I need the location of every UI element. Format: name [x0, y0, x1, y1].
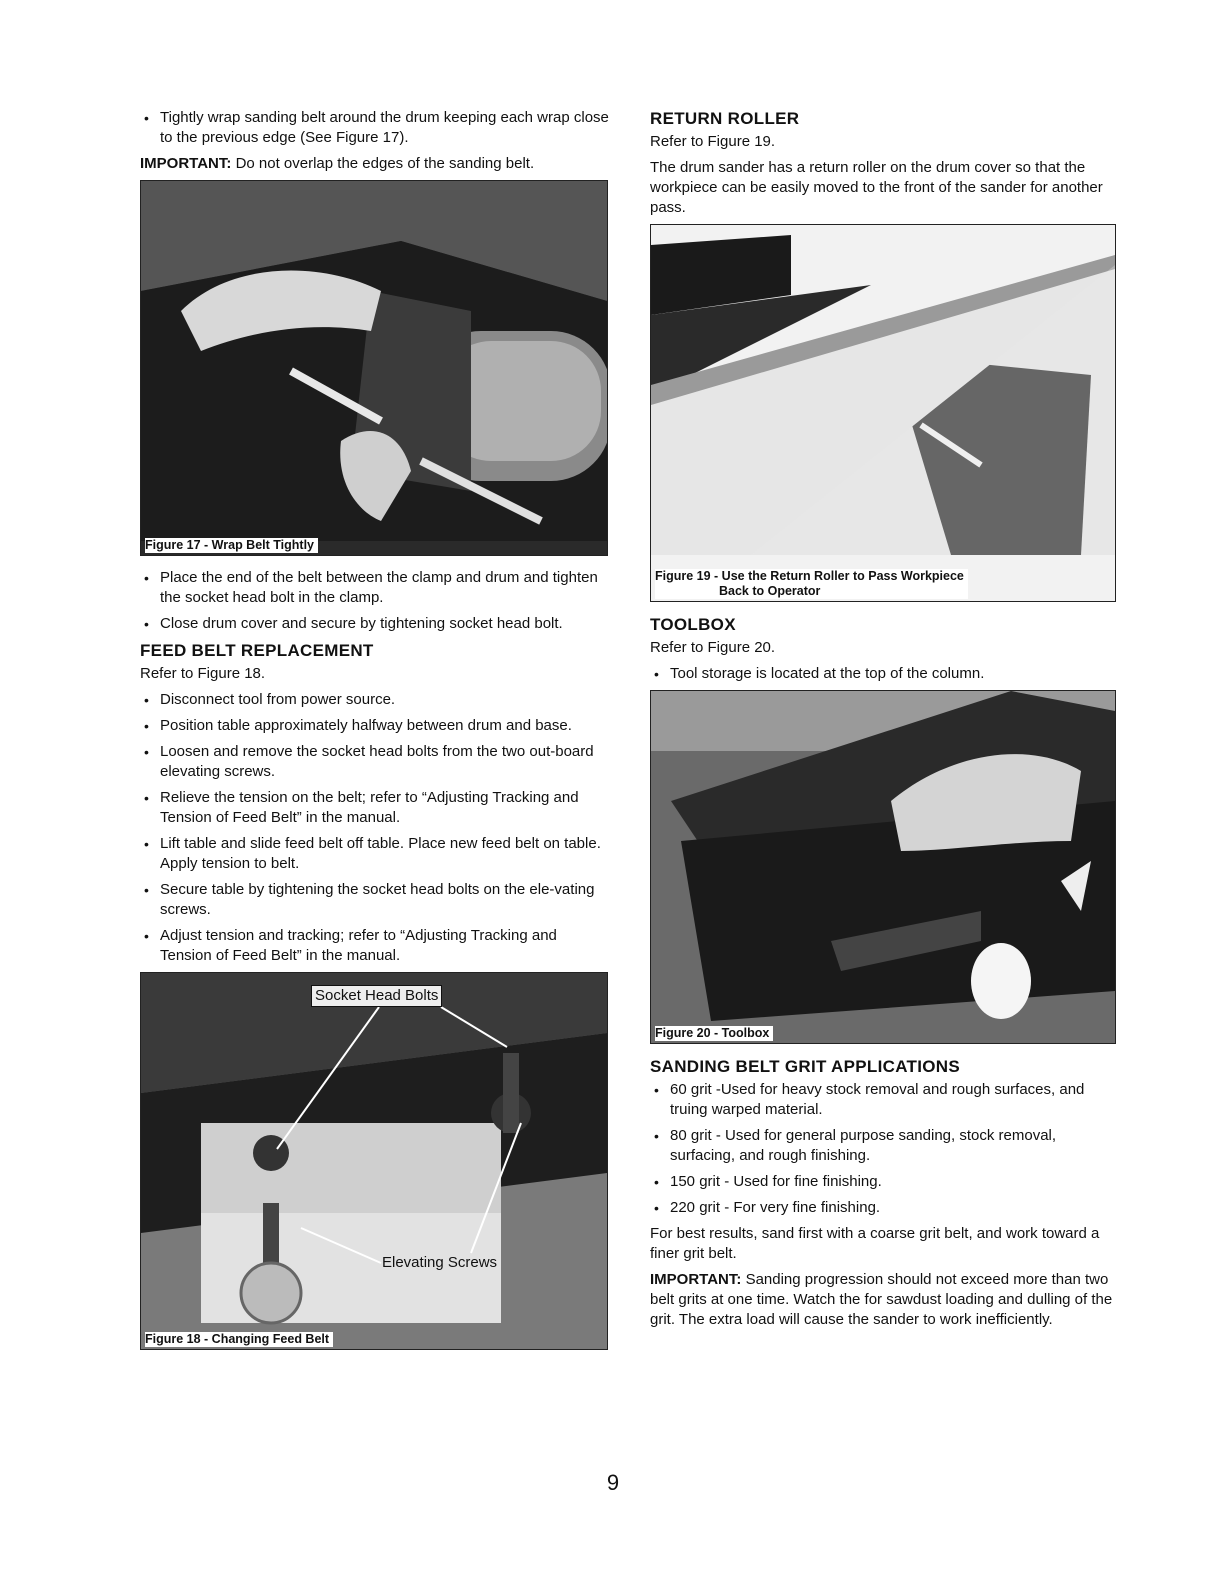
list-item: • Position table approximately halfway between drum and base.: [140, 716, 610, 736]
bullet-list-top: [140, 108, 610, 148]
important-note-grit: [650, 1270, 1120, 1330]
list-item: • Tightly wrap sanding belt around the drum keeping each wrap close to the previous edge (See Figure 17).: [140, 108, 610, 148]
important-text: Sanding progression should not exceed more than two belt grits at one time. Watch the for sawdust loading and dulling of the grit. The extra load will cause the sander to work inefficiently.: [650, 1271, 1113, 1328]
section-heading-grit: SANDING BELT GRIT APPLICATIONS: [650, 1057, 960, 1076]
figure-18-caption: Figure 18 - Changing Feed Belt: [145, 1332, 333, 1347]
feed-belt-steps: [140, 690, 610, 966]
callout-socket-head-bolts: Socket Head Bolts: [311, 985, 442, 1007]
figure-19-caption: [655, 569, 968, 599]
figure-19-caption-line-2: Back to Operator: [719, 584, 821, 598]
grit-bullets: [650, 1080, 1120, 1218]
return-roller-text: The drum sander has a return roller on the drum cover so that the workpiece can be easily moved to the front of the sander for another pass.: [650, 159, 1103, 216]
list-item: • Loosen and remove the socket head bolts from the two out-board elevating screws.: [140, 742, 610, 782]
list-item: • Adjust tension and tracking; refer to “Adjusting Tracking and Tension of Feed Belt” in the manual.: [140, 926, 610, 966]
list-item: • Secure table by tightening the socket head bolts on the ele-vating screws.: [140, 880, 610, 920]
section-heading-feed-belt: FEED BELT REPLACEMENT: [140, 641, 374, 660]
list-item: • Lift table and slide feed belt off table. Place new feed belt on table. Apply tension to belt.: [140, 834, 610, 874]
page-number: 9: [606, 1470, 620, 1495]
figure-18: [140, 972, 608, 1350]
list-item: • Relieve the tension on the belt; refer to “Adjusting Tracking and Tension of Feed Belt” in the manual.: [140, 788, 610, 828]
list-item: • 150 grit - Used for fine finishing.: [650, 1172, 1120, 1192]
list-item: • 80 grit - Used for general purpose sanding, stock removal, surfacing, and rough finishing.: [650, 1126, 1120, 1166]
figure-19-photo: [651, 225, 1115, 601]
important-label: IMPORTANT:: [650, 1271, 742, 1288]
figure-20: [650, 690, 1116, 1044]
figure-17: [140, 180, 608, 556]
list-item: • Tool storage is located at the top of the column.: [650, 664, 1120, 684]
list-item: • Close drum cover and secure by tightening socket head bolt.: [140, 614, 610, 634]
section-heading-toolbox: TOOLBOX: [650, 615, 736, 634]
important-label: IMPORTANT:: [140, 155, 232, 172]
refer-text: Refer to Figure 19.: [650, 133, 776, 150]
figure-17-caption: Figure 17 - Wrap Belt Tightly: [145, 538, 318, 553]
figure-18-photo: [141, 973, 607, 1349]
important-text: Do not overlap the edges of the sanding belt.: [235, 155, 535, 172]
list-item: • Disconnect tool from power source.: [140, 690, 610, 710]
refer-text: Refer to Figure 20.: [650, 639, 776, 656]
bullet-list-mid: [140, 568, 610, 634]
refer-text: Refer to Figure 18.: [140, 665, 266, 682]
figure-20-caption: Figure 20 - Toolbox: [655, 1026, 773, 1041]
list-item: • 60 grit -Used for heavy stock removal and rough surfaces, and truing warped material.: [650, 1080, 1120, 1120]
right-column: [650, 108, 1120, 1336]
figure-20-photo: [651, 691, 1115, 1043]
figure-19-caption-line-1: Figure 19 - Use the Return Roller to Pass Workpiece: [655, 569, 964, 583]
toolbox-bullets: [650, 664, 1120, 684]
list-item: • Place the end of the belt between the clamp and drum and tighten the socket head bolt in the clamp.: [140, 568, 610, 608]
left-column: [140, 108, 610, 1362]
figure-17-photo: [141, 181, 607, 555]
grit-text: For best results, sand first with a coarse grit belt, and work toward a finer grit belt.: [650, 1225, 1100, 1262]
callout-elevating-screws: Elevating Screws: [382, 1254, 498, 1271]
figure-19: [650, 224, 1116, 602]
section-heading-return-roller: RETURN ROLLER: [650, 109, 800, 128]
list-item: • 220 grit - For very fine finishing.: [650, 1198, 1120, 1218]
important-note: [140, 154, 610, 174]
